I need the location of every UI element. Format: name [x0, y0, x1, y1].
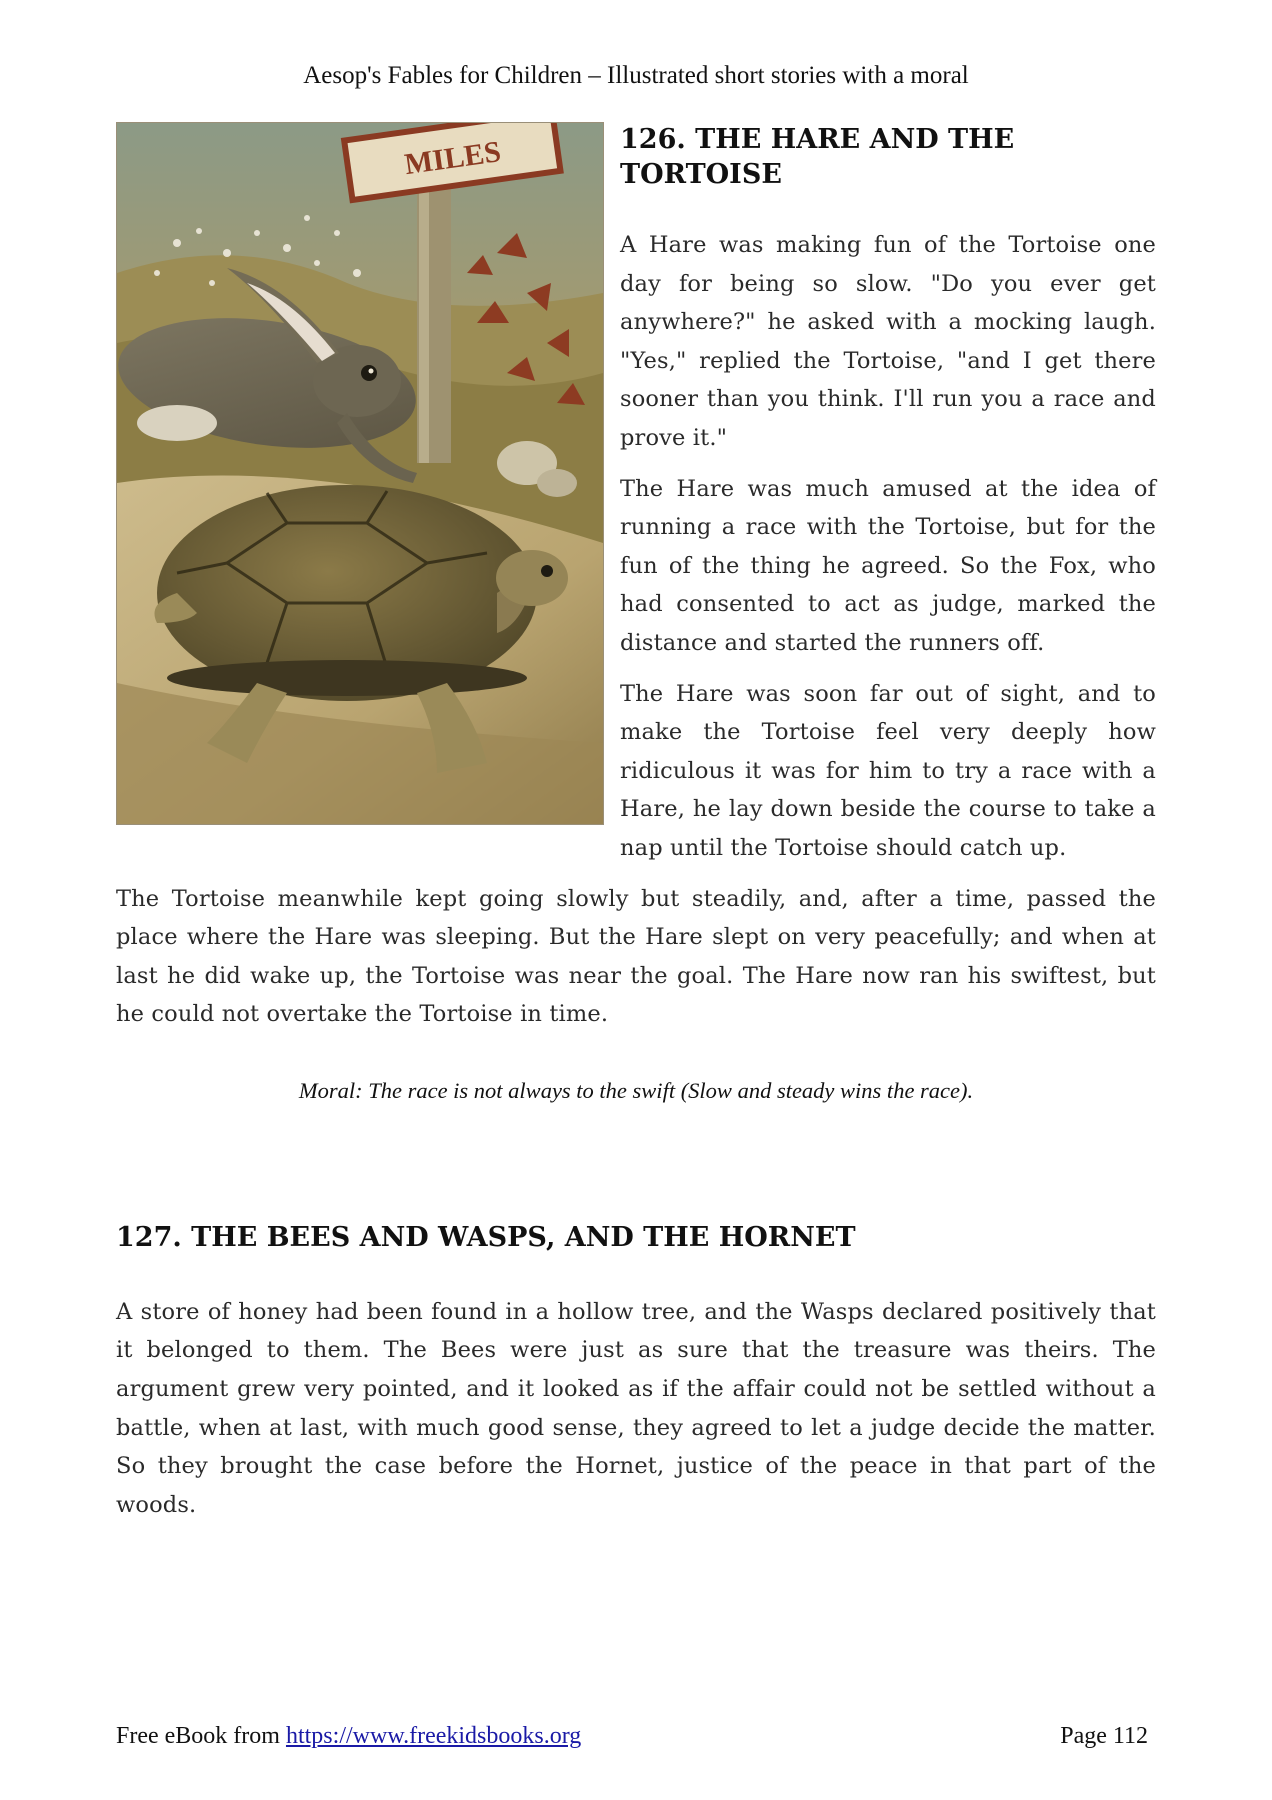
hare-and-tortoise-illustration [116, 122, 604, 825]
footer-prefix: Free eBook from [116, 1723, 286, 1749]
fable-126-title-line2: TORTOISE [620, 159, 782, 190]
fable-126-paragraph: The Hare was much amused at the idea of running a race with the Tortoise, but for the fun of the thing he agreed. So the Fox, who had consented to act as judge, marked the distance and started the runners off. [620, 475, 1156, 656]
page-content [116, 122, 1156, 1536]
fable-126-moral: Moral: The race is not always to the swift (Slow and steady wins the race). [298, 1077, 974, 1103]
freekidsbooks-link[interactable]: https://www.freekidsbooks.org [285, 1723, 582, 1749]
fable-126-paragraph: A Hare was making fun of the Tortoise one day for being so slow. "Do you ever get anywhere?" he asked with a mocking laugh. "Yes," replied the Tortoise, "and I get there sooner than you think. I'll run you a race and prove it." [620, 232, 1156, 451]
fable-126-title-line1: 126. THE HARE AND THE [620, 124, 1015, 155]
sign-text: MILES [402, 135, 503, 182]
fable-126-paragraph: The Tortoise meanwhile kept going slowly but steadily, and, after a time, passed the place where the Hare was sleeping. But the Hare slept on very peacefully; and when at last he did wake up, the Tortoise was near the goal. The Hare now ran his swiftest, but he could not overtake the Tortoise in time. [116, 885, 1156, 1028]
fable-127-paragraph: A store of honey had been found in a hollow tree, and the Wasps declared positively that it belonged to them. The Bees were just as sure that the treasure was theirs. The argument grew very pointed, and it looked as if the affair could not be settled without a battle, when at last, with much good sense, they agreed to let a judge decide the matter. So they brought the case before the Hornet, justice of the peace in that part of the woods. [116, 1298, 1156, 1518]
page-number: Page 112 [1060, 1723, 1148, 1749]
running-header: Aesop's Fables for Children – Illustrated short stories with a moral [303, 62, 969, 89]
footer-source [116, 1723, 581, 1750]
fable-127-title: 127. THE BEES AND WASPS, AND THE HORNET [116, 1221, 856, 1253]
fable-126-paragraph: The Hare was soon far out of sight, and to make the Tortoise feel very deeply how ridiculous it was for him to try a race with a Hare, he lay down beside the course to take a nap until the Tortoise should catch up. [620, 680, 1156, 861]
